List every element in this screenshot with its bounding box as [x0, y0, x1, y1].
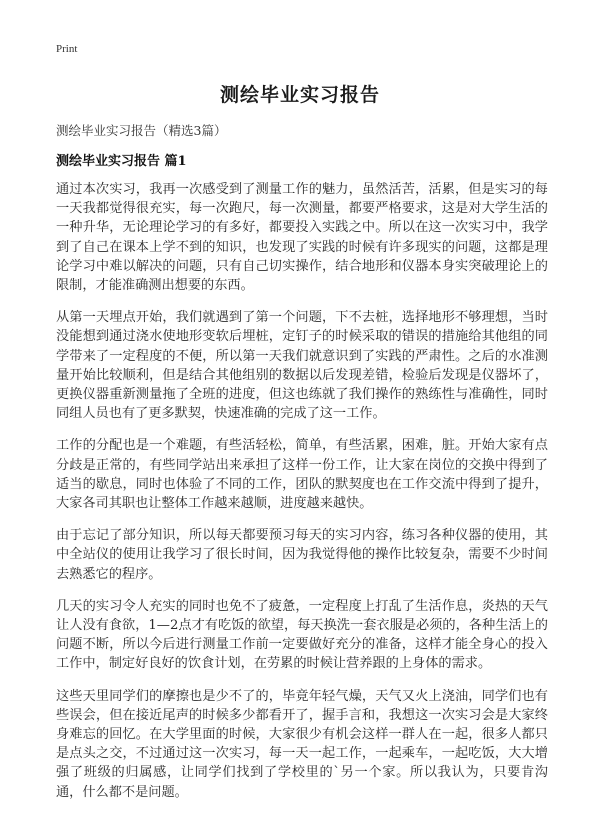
document-body: [56, 180, 548, 815]
body-paragraph-4: 由于忘记了部分知识，所以每天都要预习每天的实习内容，练习各种仪器的使用，其中全站仪的使用让我学习了很长时间，因为我觉得他的操作比较复杂，需要不少时间去熟悉它的程序。: [56, 528, 548, 582]
body-paragraph-1: 通过本次实习，我再一次感受到了测量工作的魅力，虽然活苦，活累，但是实习的每一天我都觉得很充实，每一次跑尺，每一次测量，都要严格要求，这是对大学生活的一种升华，无论理论学习的有多好，都要投入实践之中。所以在这一次实习中，我学到了自己在课本上学不到的知识，也发现了实践的时候有许多现实的问题，这都是理论学习中难以解决的问题，只有自己切实操作，结合地形和仪器本身实突破理论上的限制，才能准确测出想要的东西。: [56, 182, 548, 294]
document-subtitle: 测绘毕业实习报告（精选3篇）: [56, 123, 227, 138]
body-paragraph-2: 从第一天埋点开始，我们就遇到了第一个问题，下不去桩，选择地形不够理想，当时没能想到通过浇水使地形变软后埋桩，定钉子的时候采取的错误的措施给其他组的同学带来了一定程度的不便，所以第一天我们就意识到了实践的严肃性。之后的水准测量开始比较顺利，但是结合其他组别的数据以后发现差错，检验后发现是仪器坏了，更换仪器重新测量拖了全班的进度，但这也练就了我们操作的熟练性与准确性，同时同组人员也有了更多默契，快速准确的完成了这一工作。: [56, 310, 548, 422]
section-heading: 测绘毕业实习报告 篇1: [56, 154, 187, 169]
body-paragraph-6: 这些天里同学们的摩擦也是少不了的，毕竟年轻气燥，天气又火上浇油，同学们也有些误会，但在接近尾声的时候多少都看开了，握手言和，我想这一次实习会是大家终身难忘的回忆。在大学里面的时候，大家很少有机会这样一群人在一起，很多人都只是点头之交，不过通过这一次实习，每一天一起工作，一起乘车，一起吃饭，大大增强了班级的归属感，让同学们找到了学校里的`另一个家。所以我认为，只要肯沟通，什么都不是问题。: [56, 688, 548, 800]
body-paragraph-5: 几天的实习令人充实的同时也免不了疲惫，一定程度上打乱了生活作息，炎热的天气让人没有食欲，1—2点才有吃饭的欲望，每天换洗一套衣服是必须的，各种生活上的问题不断，所以今后进行测量工作前一定要做好充分的准备，这样才能全身心的投入工作中，制定好良好的饮食计划，在劳累的时候让营养跟的上身体的需求。: [56, 598, 548, 672]
document-title: 测绘毕业实习报告: [219, 84, 380, 106]
print-link[interactable]: Print: [56, 43, 78, 55]
body-paragraph-3: 工作的分配也是一个难题，有些活轻松，简单，有些活累，困难，脏。开始大家有点分歧是正常的，有些同学站出来承担了这样一份工作，让大家在岗位的交换中得到了适当的歇息，同时也体验了不同的工作，团队的默契度也在工作交流中得到了提升，大家各司其职也让整体工作越来越顺，进度越来越快。: [56, 438, 548, 512]
